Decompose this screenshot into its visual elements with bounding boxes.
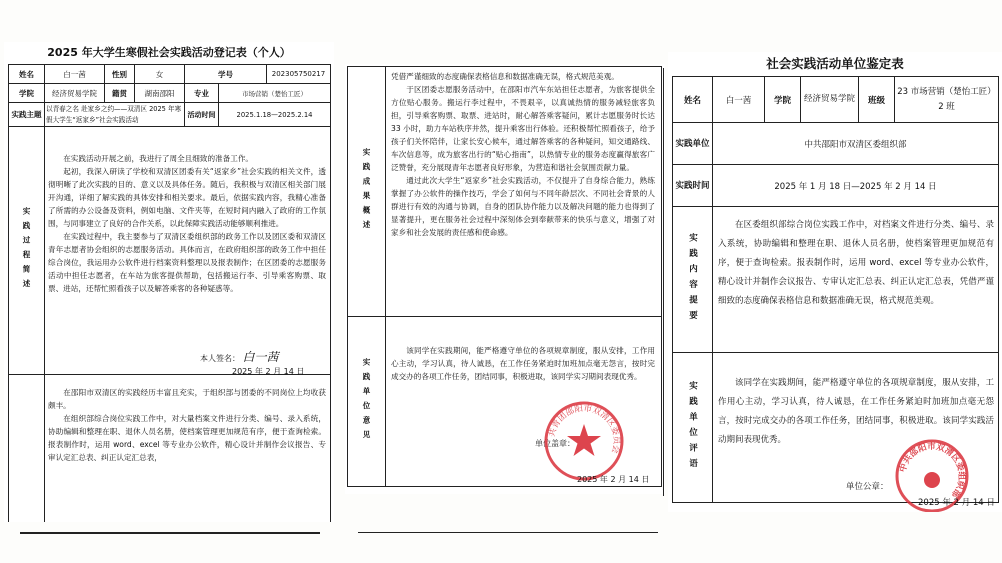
value-time: 2025.1.18—2025.2.14 (219, 103, 331, 127)
paragraph: 于区团委志愿服务活动中，在邵阳市汽车东站担任志愿者，为旅客提供全方位贴心服务。搬运行李过程中，不畏艰辛，以真诚热情的服务减轻旅客负担，引导乘客购票、取票、进站时，耐心解答乘客疑问，累计志愿服务时长达 33 小时，助力车站秩序井然，提升乘客出行体验。还积极帮忙照看孩子，给予孩子们关怀陪伴，让家长安心候车，通过解答乘客的各种疑问，知交通路线、车次信息等，成为旅客出行的“贴心指南”，以热情专业的服务态度赢得旅客广泛赞誉，充分展现青年志愿者良好形象，为营造和谐社会氛围贡献力量。 (391, 85, 655, 172)
red-seal-stamp (541, 398, 627, 484)
paragraph: 凭借严谨细致的态度确保表格信息和数据准确无误，格式规范美观。 (391, 72, 619, 81)
value-name: 白一茜 (45, 65, 105, 84)
value-major: 市场营销（楚怡工匠） (219, 84, 331, 103)
label-time: 活动时间 (185, 103, 219, 127)
sign-label: 本人签名： (200, 354, 240, 363)
label-gender: 性别 (105, 65, 135, 84)
value-unit: 中共邵阳市双清区委组织部 (713, 123, 999, 165)
seal-star (567, 424, 601, 456)
label-process-text: 实践过程简述 (22, 207, 31, 294)
value-college: 经济贸易学院 (45, 84, 105, 103)
seal-text-path: 共青团邵阳市双清区委员会 (547, 403, 622, 455)
label-class: 班级 (859, 77, 895, 123)
label-comment: 实践单位评语 (687, 381, 698, 474)
page-edge-line (358, 532, 658, 533)
paragraph: 该同学在实践期间，能严格遵守单位的各项规章制度，服从安排，工作用心主动，学习认真，待人诚恳，在工作任务紧迫时加班加点毫无怨言，按时完成交办的各项工作任务，团结同事，积极进取。该同学实践活动期间表现优秀。 (718, 378, 994, 445)
value-name: 白一茜 (713, 77, 765, 123)
registration-form-document (4, 42, 334, 522)
result-text (391, 70, 655, 239)
label-result: 实践成果概述 (362, 148, 371, 235)
label-comment-cell (673, 353, 713, 503)
value-topic: 以青春之名 赴家乡之约——双清区 2025 年寒假大学生“返家乡”社会实践活动 (45, 103, 185, 127)
seal-label: 单位盖章： (535, 439, 575, 448)
label-unit: 实践单位 (673, 123, 713, 165)
label-origin: 籍贯 (105, 84, 135, 103)
summary-text (48, 386, 326, 464)
label-major: 专业 (185, 84, 219, 103)
handwritten-signature: 白一茜 (242, 350, 279, 364)
registration-form-title: 2025 年大学生寒假社会实践活动登记表（个人） (47, 46, 291, 59)
signature-line (200, 348, 279, 365)
value-origin: 湖南邵阳 (135, 84, 185, 103)
value-college: 经济贸易学院 (801, 77, 859, 123)
content-summary (718, 216, 994, 311)
label-opinion: 实践单位意见 (362, 358, 371, 445)
label-college: 学院 (9, 84, 45, 103)
process-description (48, 152, 326, 295)
label-name: 姓名 (673, 77, 713, 123)
value-student-no: 202305750217 (267, 65, 331, 84)
paragraph: 在实践过程中，我主要参与了双清区委组织部的政务工作以及团区委和双清区青年志愿者协会组织的志愿服务活动。具体而言，在政府组织部的政务工作中担任综合岗位，我运用办公软件进行档案资料整理以及报表制作；在区团委的志愿服务活动中担任志愿者，在车站为旅客提供帮助，包括搬运行李、引导乘客购票、取票、进站，还帮忙照看孩子以及解答乘客的各种疑惑等。 (48, 232, 326, 293)
date: 2025 年 2 月 14 日 (918, 498, 995, 508)
label-content: 实践内容提要 (687, 233, 698, 326)
opinion-text (391, 344, 655, 383)
paragraph: 起初，我深入研读了学校和双清区团委有关“返家乡”社会实践的相关文件，透彻明晰了此次实践的目的、意义以及具体任务。随后，我积极与双清区相关部门展开沟通，详细了解实践的具体安排和相关要求。最后，依据实践内容，我精心准备了所需的办公设备及资料，例如电脑、文件夹等，在短时间内融入了政府的工作氛围，与同事建立了良好的合作关系，以此保障实践活动能够顺利推进。 (48, 167, 326, 228)
label-time: 实践时间 (673, 165, 713, 207)
paragraph: 在实践活动开展之前，我进行了周全且细致的准备工作。 (63, 154, 254, 163)
practice-result-document (345, 64, 665, 494)
label-process (9, 127, 45, 375)
unit-appraisal-document (668, 52, 1002, 512)
label-opinion-cell (348, 317, 386, 487)
page-edge-line (20, 532, 320, 534)
date: 2025 年 2 月 14 日 (232, 367, 305, 376)
paragraph: 在邵阳市双清区的实践经历丰富且充实，于组织部与团委的不同岗位上均收获颇丰。 (48, 388, 326, 410)
value-class: 23 市场营销（楚怡工匠）2 班 (895, 77, 999, 123)
paragraph: 在区委组织部综合岗位实践工作中，对档案文件进行分类、编号、录入系统，协助编辑和整理在职、退休人员名册，使档案管理更加规范有序，便于查询检索。报表制作时，运用 word、excel 等专业办公软件，精心设计并制作会议报告、专审认定汇总表、纠正认定汇总表，凭借严谨细致的态度确保表格信息和数据准确无误，格式规范美观。 (718, 220, 994, 306)
value-gender: 女 (135, 65, 185, 84)
label-topic: 实践主题 (9, 103, 45, 127)
blank-label-cell (9, 375, 45, 523)
date: 2025 年 2 月 14 日 (577, 475, 650, 484)
label-college: 学院 (765, 77, 801, 123)
paragraph: 通过此次大学生“返家乡”社会实践活动，不仅提升了自身综合能力，熟练掌握了办公软件的操作技巧，学会了如何与不同年龄层次、不同社会背景的人群进行有效的沟通与协调，自身的团队协作能力以及解决问题的能力也得到了显著提升，更在服务社会过程中深刻体会到奉献带来的快乐与意义，增强了对家乡和社会发展的责任感和使命感。 (391, 176, 655, 237)
value-time: 2025 年 1 月 18 日—2025 年 2 月 14 日 (713, 165, 999, 207)
seal-emblem (924, 472, 940, 488)
appraisal-form-title: 社会实践活动单位鉴定表 (766, 56, 904, 71)
label-name: 姓名 (9, 65, 45, 84)
paragraph: 该同学在实践期间，能严格遵守单位的各项规章制度，服从安排，工作用心主动，学习认真，待人诚恳，在工作任务紧迫时加班加点毫无怨言，按时完成交办的各项工作任务，团结同事，积极进取，该同学实习期间表现优秀。 (391, 346, 655, 381)
label-student-no: 学号 (185, 65, 267, 84)
seal-text-path: 中共邵阳市双清区委组织部 (898, 441, 967, 500)
seal-label: 单位公章： (846, 482, 889, 492)
page-edge-line (663, 68, 664, 496)
paragraph: 在组织部综合岗位实践工作中，对大量档案文件进行分类、编号、录入系统，协助编辑和整理在职、退休人员名册，使档案管理更加规范有序，便于查询检索。报表制作时，运用 word、excel 等专业办公软件，精心设计并制作会议报告、专审认定汇总表、纠正认定汇总表， (48, 414, 326, 462)
label-content-cell (673, 207, 713, 353)
label-result-cell (348, 67, 386, 317)
